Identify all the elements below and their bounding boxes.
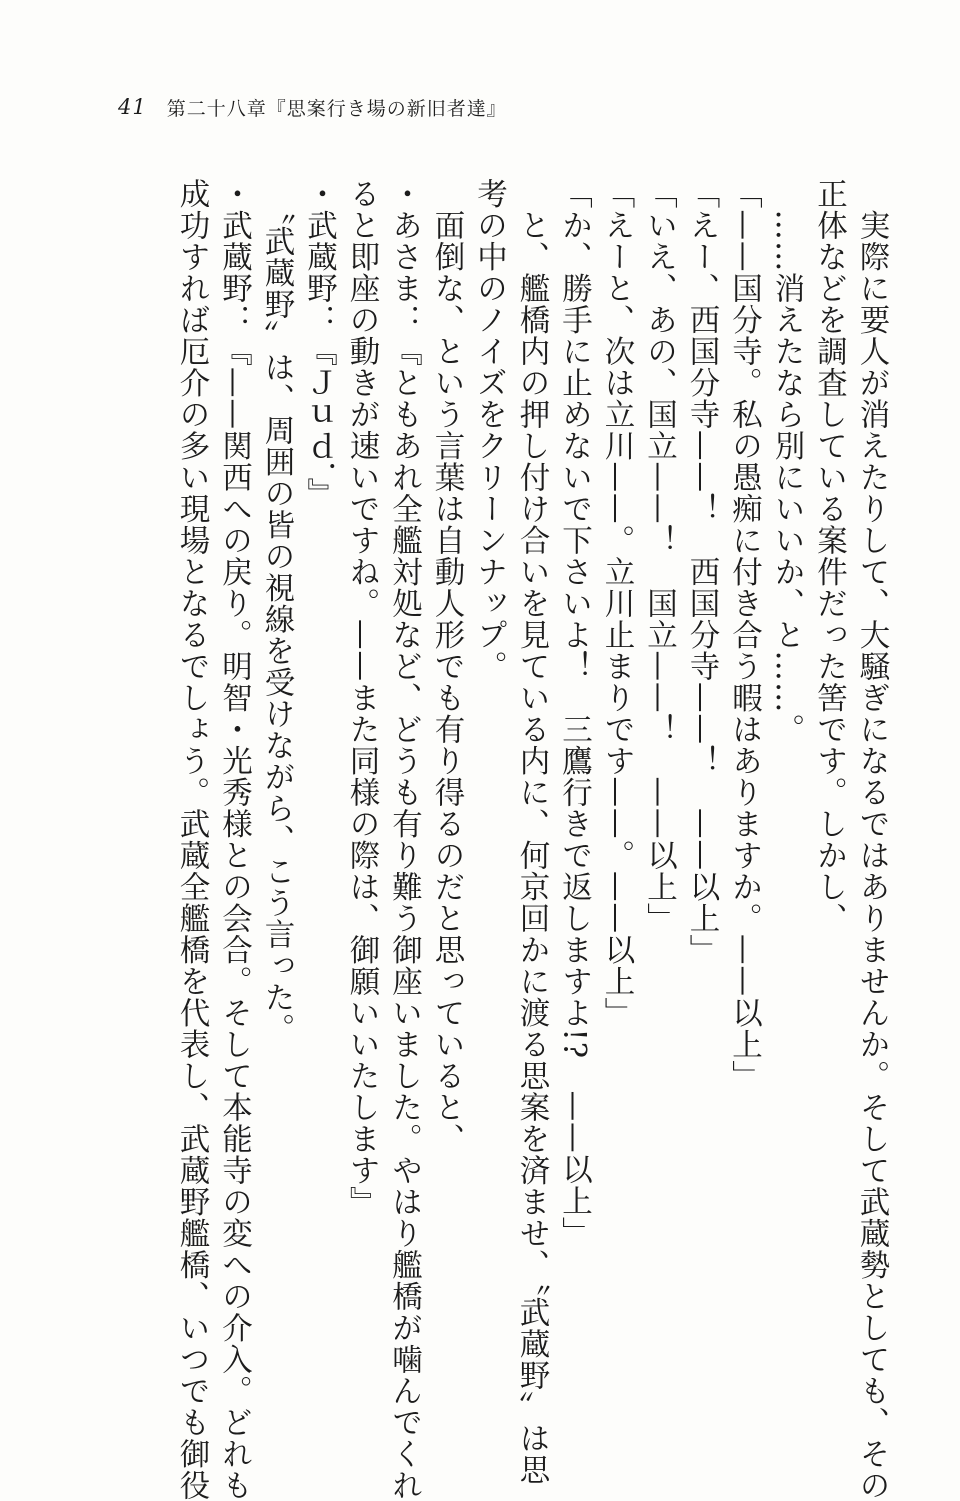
text-line: 「えーと、次は立川——。立川止まりです——。——以上」 bbox=[599, 178, 634, 1029]
dialogue-line: ・武蔵野：『Ｊｕｄ．』 bbox=[301, 178, 337, 510]
dialogue-line: ・武蔵野：『——関西への戻り。明智・光秀様との会合。そして本能寺の変への介入。どれも bbox=[216, 178, 252, 1501]
text-line: ると即座の動きが速いですね。——また同様の際は、御願いいたします』 bbox=[344, 178, 379, 1218]
page-number: 41 bbox=[118, 95, 147, 119]
chapter-title: 第二十八章『思案行き場の新旧者達』 bbox=[166, 97, 507, 120]
page-header bbox=[118, 92, 507, 122]
text-line: 考の中のノイズをクリーンナップ。 bbox=[471, 178, 507, 682]
text-line: 「か、勝手に止めないで下さいよ！ 三鷹行きで返しますよ!? ——以上」 bbox=[556, 178, 592, 1249]
text-line: ……消えたなら別にいいか、と……。 bbox=[769, 178, 804, 745]
text-line: 「——国分寺。私の愚痴に付き合う暇はありますか。——以上」 bbox=[726, 178, 762, 1092]
text-line: 正体などを調査している案件だった筈です。しかし、 bbox=[811, 178, 847, 934]
text-line: 〝武蔵野〟は、周囲の皆の視線を受けながら、こう言った。 bbox=[259, 178, 294, 1045]
text-line: と、艦橋内の押し付け合いを見ている内に、何京回かに渡る思案を済ませ、〝武蔵野〟は思 bbox=[514, 178, 549, 1486]
text-line: 成功すれば厄介の多い現場となるでしょう。武蔵全艦橋を代表し、武蔵野艦橋、いつでも御役 bbox=[174, 178, 209, 1501]
text-line: 「えー、西国分寺——！ 西国分寺——！ ——以上」 bbox=[684, 178, 719, 966]
text-line: 実際に要人が消えたりして、大騒ぎになるではありませんか。そして武蔵勢としても、その bbox=[854, 178, 889, 1501]
body-text bbox=[110, 178, 892, 1501]
text-line: 面倒な、という言葉は自動人形でも有り得るのだと思っていると、 bbox=[429, 178, 464, 1155]
dialogue-line: ・あさま：『ともあれ全艦対処など、どうも有り難う御座いました。やはり艦橋が噛んでくれ bbox=[386, 178, 422, 1501]
text-line: 「いえ、あの、国立——！ 国立——！ ——以上」 bbox=[641, 178, 677, 934]
